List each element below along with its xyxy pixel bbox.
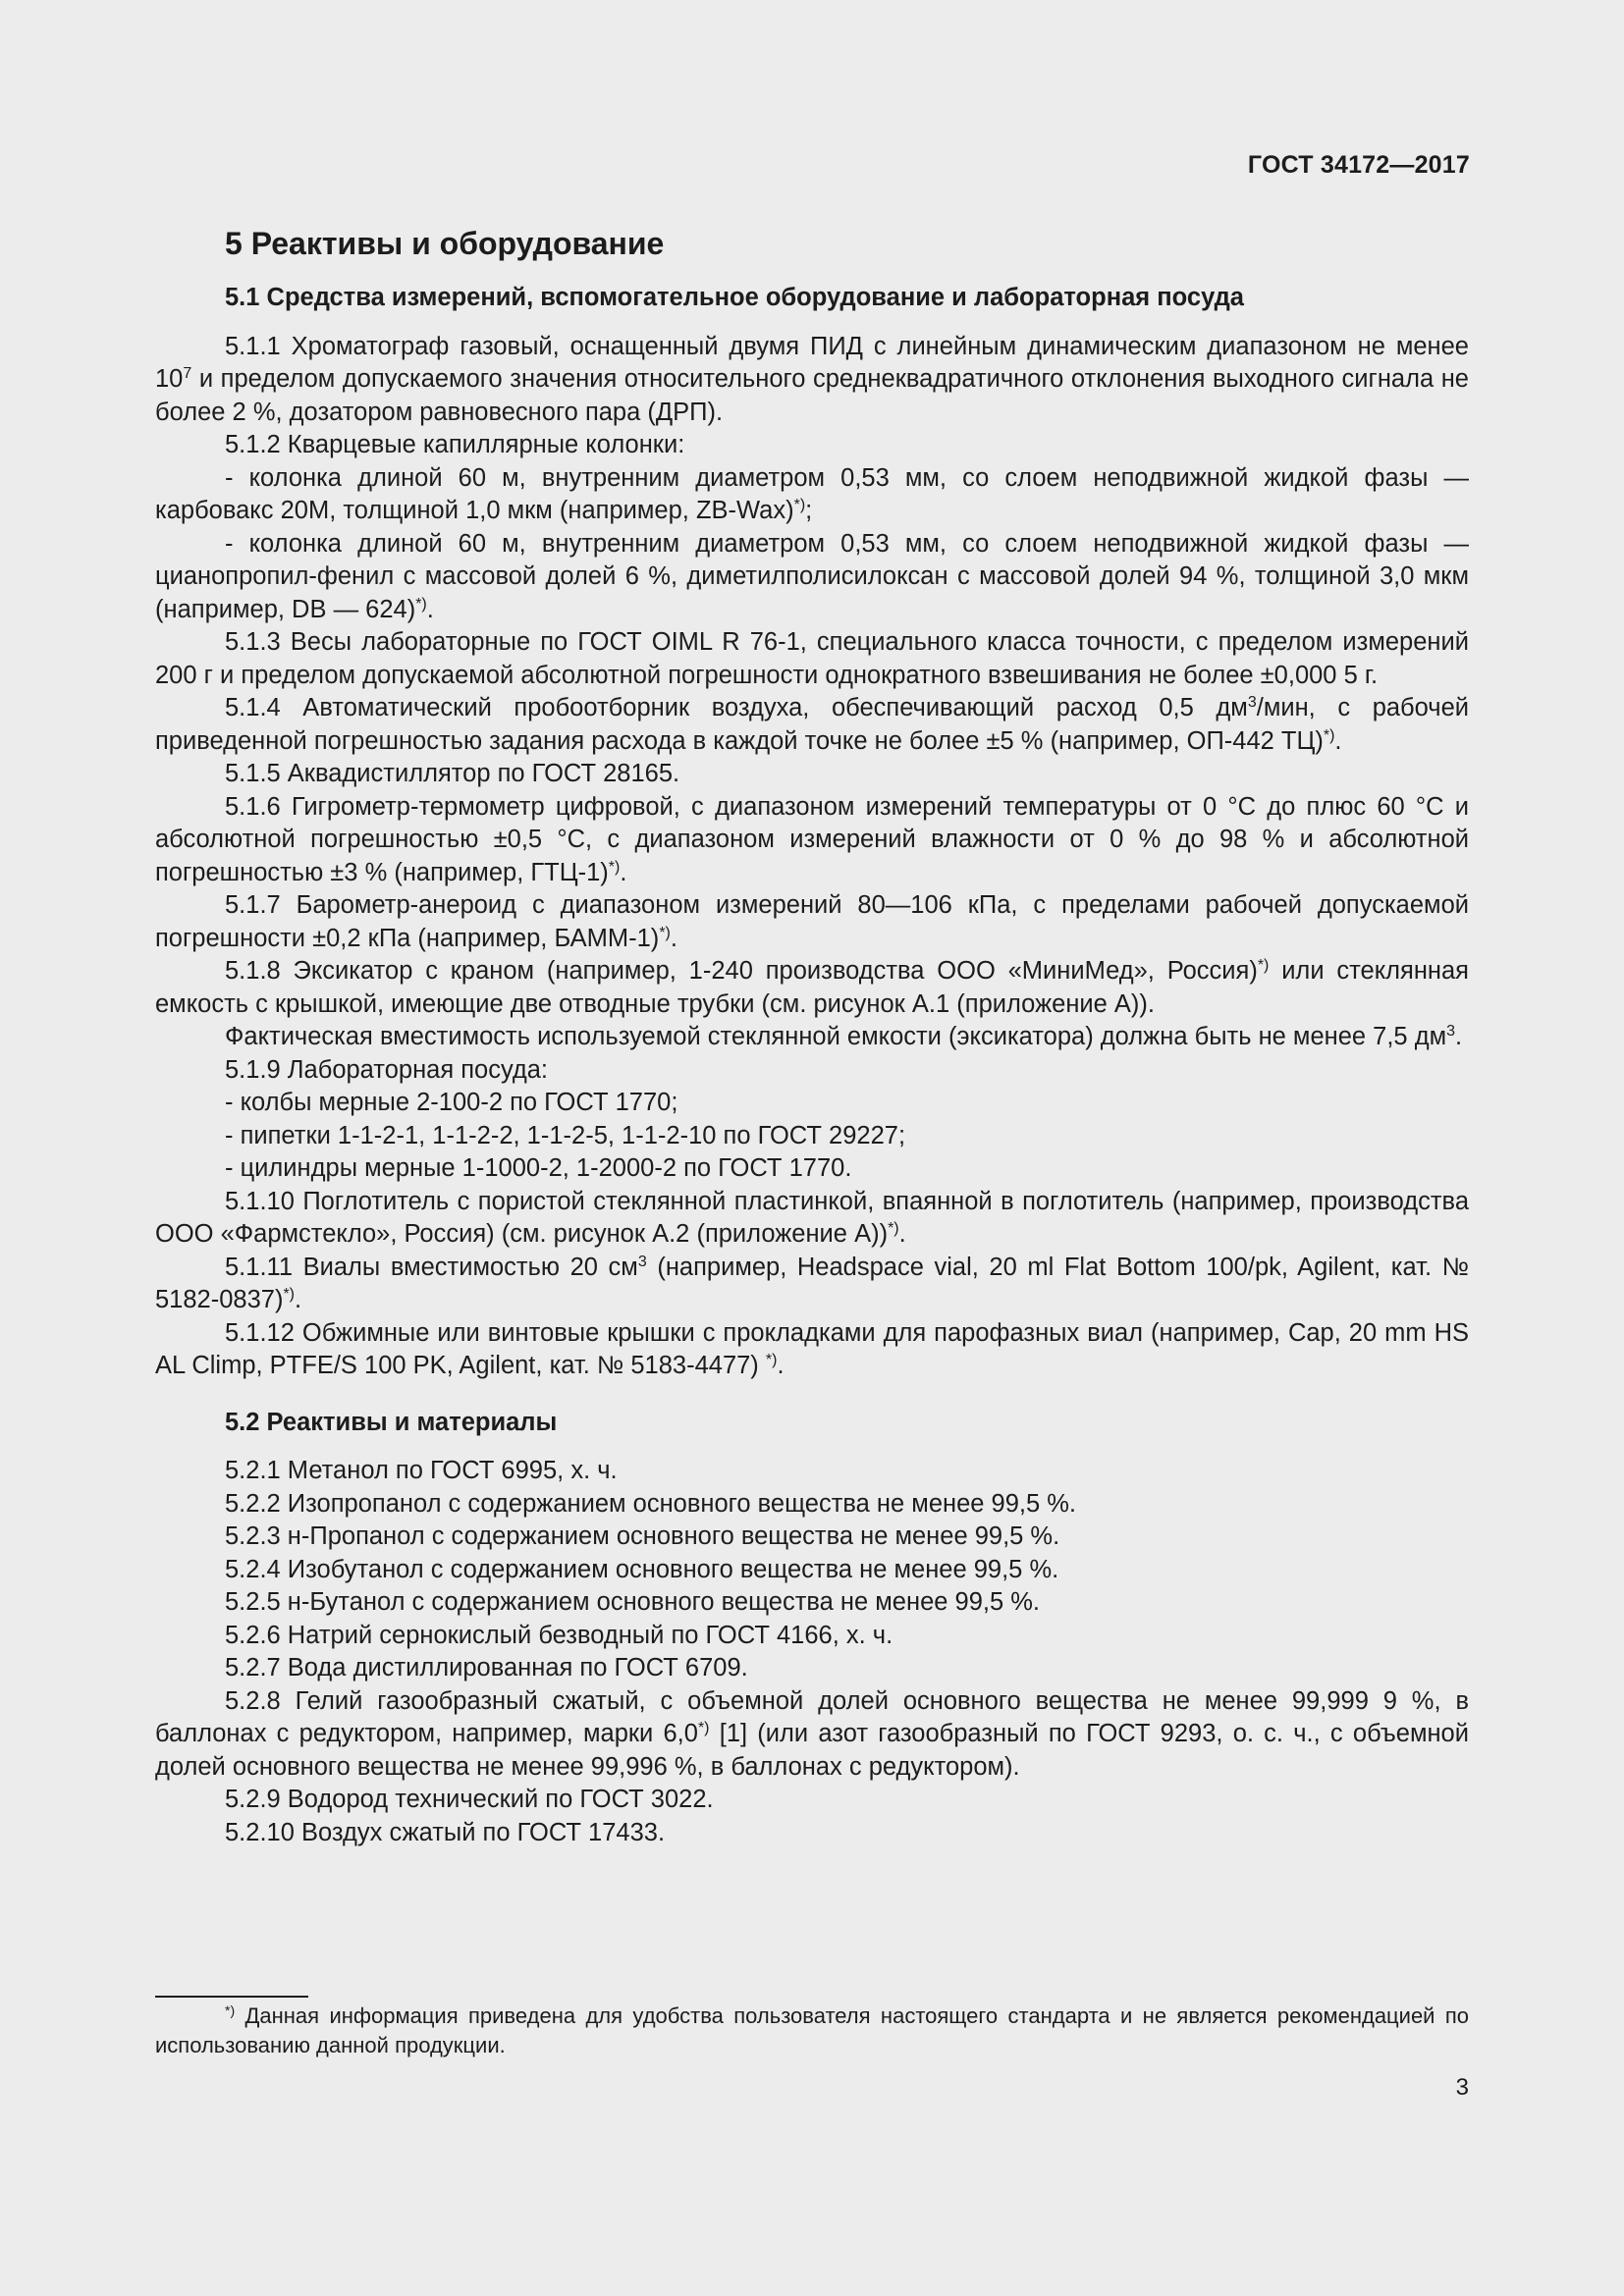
equipment-text: .: [670, 924, 677, 952]
equipment-superscript: *): [1323, 726, 1335, 744]
subsection-title-reagents: 5.2 Реактивы и материалы: [225, 1408, 558, 1436]
equipment-text: .: [426, 595, 434, 623]
reagent-text: 5.2.9 Водород технический по ГОСТ 3022.: [225, 1786, 714, 1813]
equipment-text: .: [1455, 1023, 1463, 1050]
reagent-paragraph: [155, 1620, 1469, 1653]
standard-designation: ГОСТ 34172—2017: [1247, 151, 1470, 179]
reagent-paragraph: [155, 1455, 1469, 1488]
equipment-list: [155, 331, 1469, 1383]
equipment-text: 5.1.5 Аквадистиллятор по ГОСТ 28165.: [225, 760, 680, 787]
reagent-paragraph: [155, 1652, 1469, 1685]
equipment-superscript: 3: [1247, 694, 1257, 711]
reagents-list: [155, 1455, 1469, 1849]
reagent-text: 5.2.10 Воздух сжатый по ГОСТ 17433.: [225, 1818, 666, 1846]
equipment-text: Фактическая вместимость используемой стеклянной емкости (эксикатора) должна быть не менее 7,5 дм: [225, 1023, 1447, 1050]
reagent-paragraph: [155, 1817, 1469, 1850]
reagent-paragraph: [155, 1784, 1469, 1817]
equipment-text: /мин, с рабочей приведенной погрешностью задания расхода в каждой точке не более ±5 % (например, ОП-442 ТЦ): [155, 694, 1470, 755]
footnote: [155, 2002, 1469, 2060]
reagent-text: [1] (или азот газообразный по ГОСТ 9293, о. с. ч., с объемной долей основного вещества не менее 99,996 %, в баллонах с редуктором).: [155, 1720, 1469, 1781]
equipment-superscript: *): [765, 1352, 778, 1368]
equipment-superscript: 7: [183, 365, 192, 382]
equipment-text: 5.1.12 Обжимные или винтовые крышки с прокладками для парофазных виал (например, Cap, 20 mm HS AL Climp, PTFE/S 100 PK, Agilent, кат. № 5183-4477): [155, 1318, 1469, 1379]
reagent-superscript: *): [697, 1720, 710, 1736]
equipment-superscript: *): [283, 1286, 296, 1303]
reagent-text: 5.2.6 Натрий сернокислый безводный по ГОСТ 4166, х. ч.: [225, 1621, 893, 1649]
equipment-text: ;: [805, 497, 813, 524]
footnote-divider: [155, 1996, 308, 1998]
equipment-superscript: *): [608, 858, 621, 876]
equipment-text: (например, Headspace vial, 20 ml Flat Bottom 100/pk, Agilent, кат. № 5182-0837): [155, 1253, 1469, 1313]
reagent-text: 5.2.7 Вода дистиллированная по ГОСТ 6709.: [225, 1654, 748, 1682]
equipment-superscript: *): [1257, 957, 1270, 974]
page-number: 3: [1455, 2074, 1469, 2101]
equipment-text: или стеклянная емкость с крышкой, имеющие две отводные трубки (см. рисунок А.1 (приложение А)).: [155, 957, 1469, 1018]
equipment-text: - цилиндры мерные 1-1000-2, 1-2000-2 по ГОСТ 1770.: [225, 1154, 852, 1182]
equipment-paragraph: [155, 692, 1469, 758]
equipment-text: - колбы мерные 2-100-2 по ГОСТ 1770;: [225, 1089, 678, 1116]
equipment-paragraph: [155, 1087, 1469, 1120]
equipment-superscript: *): [415, 595, 427, 613]
reagent-text: 5.2.8 Гелий газообразный сжатый, с объемной долей основного вещества не менее 99,999 9 %, в баллонах с редуктором, например, марки 6,0: [155, 1686, 1469, 1747]
equipment-text: 5.1.1 Хроматограф газовый, оснащенный двумя ПИД с линейным динамическим диапазоном не менее 10: [155, 332, 1469, 393]
equipment-text: 5.1.8 Эксикатор с краном (например, 1-240 производства ООО «МиниМед», Россия): [225, 957, 1258, 985]
equipment-text: - колонка длиной 60 м, внутренним диаметром 0,53 мм, со слоем неподвижной жидкой фазы — цианопропил-фенил с массовой долей 6 %, диметилполисилоксан с массовой долей 94 %, толщиной 3,0 мкм (например, DB — 624): [155, 529, 1469, 623]
equipment-paragraph: [155, 462, 1469, 528]
equipment-paragraph: [155, 331, 1469, 430]
equipment-superscript: *): [888, 1220, 899, 1237]
subsection-title-equipment: 5.1 Средства измерений, вспомогательное оборудование и лабораторная посуда: [225, 284, 1244, 311]
equipment-paragraph: [155, 626, 1469, 692]
equipment-text: 5.1.11 Виалы вместимостью 20 см: [225, 1253, 638, 1281]
footnote-text: Данная информация приведена для удобства пользователя настоящего стандарта и не является рекомендацией по использованию данной продукции.: [155, 2003, 1469, 2057]
reagent-paragraph: [155, 1685, 1469, 1785]
equipment-text: - колонка длиной 60 м, внутренним диаметром 0,53 мм, со слоем неподвижной жидкой фазы — карбовакс 20М, толщиной 1,0 мкм (например, ZB-Wax): [155, 463, 1469, 524]
equipment-text: 5.1.10 Поглотитель с пористой стеклянной пластинкой, впаянной в поглотитель (например, производства ООО «Фармстекло», Россия) (см. рисунок А.2 (приложение А)): [155, 1187, 1469, 1248]
reagent-text: 5.2.5 н-Бутанол с содержанием основного вещества не менее 99,5 %.: [225, 1588, 1040, 1616]
equipment-text: .: [295, 1286, 302, 1313]
reagent-text: 5.2.2 Изопропанол с содержанием основного вещества не менее 99,5 %.: [225, 1489, 1076, 1518]
reagent-text: 5.2.1 Метанол по ГОСТ 6995, х. ч.: [225, 1457, 618, 1484]
equipment-paragraph: [155, 1186, 1469, 1252]
equipment-paragraph: [155, 1152, 1469, 1186]
reagent-paragraph: [155, 1554, 1469, 1587]
equipment-paragraph: [155, 429, 1469, 462]
equipment-text: 5.1.2 Кварцевые капиллярные колонки:: [225, 431, 685, 458]
equipment-text: 5.1.4 Автоматический пробоотборник воздуха, обеспечивающий расход 0,5 дм: [225, 694, 1248, 721]
equipment-paragraph: [155, 1317, 1469, 1383]
equipment-paragraph: [155, 1021, 1469, 1054]
equipment-text: .: [1334, 726, 1342, 755]
equipment-superscript: 3: [1446, 1023, 1456, 1040]
equipment-text: 5.1.7 Барометр-анероид с диапазоном измерений 80—106 кПа, с пределами рабочей допускаемой погрешности ±0,2 кПа (например, БАММ-1): [155, 891, 1469, 952]
equipment-paragraph: [155, 1054, 1469, 1088]
equipment-text: - пипетки 1-1-2-1, 1-1-2-2, 1-1-2-5, 1-1-2-10 по ГОСТ 29227;: [225, 1121, 906, 1149]
equipment-superscript: 3: [637, 1253, 647, 1270]
reagent-text: 5.2.4 Изобутанол с содержанием основного вещества не менее 99,5 %.: [225, 1555, 1059, 1583]
equipment-text: .: [898, 1220, 906, 1248]
equipment-paragraph: [155, 1120, 1469, 1153]
equipment-paragraph: [155, 791, 1469, 890]
equipment-text: 5.1.3 Весы лабораторные по ГОСТ OIML R 76-1, специального класса точности, с пределом измерений 200 г и пределом допускаемой абсолютной погрешности однократного взвешивания не более ±0,000 5 г.: [155, 628, 1469, 689]
equipment-text: 5.1.9 Лабораторная посуда:: [225, 1055, 549, 1084]
equipment-paragraph: [155, 889, 1469, 955]
equipment-paragraph: [155, 955, 1469, 1021]
document-body: [155, 220, 1469, 1849]
reagent-paragraph: [155, 1586, 1469, 1620]
footnote-mark: *): [225, 2002, 236, 2018]
equipment-paragraph: [155, 758, 1469, 791]
section-title: 5 Реактивы и оборудование: [225, 226, 665, 261]
equipment-paragraph: [155, 1252, 1469, 1317]
equipment-text: и пределом допускаемого значения относительного среднеквадратичного отклонения выходного сигнала не более 2 %, дозатором равновесного пара (ДРП).: [155, 365, 1469, 426]
equipment-text: 5.1.6 Гигрометр-термометр цифровой, с диапазоном измерений температуры от 0 °С до плюс 60 °С и абсолютной погрешностью ±0,5 °С, с диапазоном измерений влажности от 0 % до 98 % и абсолютной погрешностью ±3 % (например, ГТЦ-1): [155, 792, 1469, 886]
reagent-paragraph: [155, 1488, 1469, 1522]
equipment-paragraph: [155, 528, 1469, 627]
reagent-text: 5.2.3 н-Пропанол с содержанием основного вещества не менее 99,5 %.: [225, 1522, 1060, 1550]
reagent-paragraph: [155, 1521, 1469, 1554]
equipment-superscript: *): [659, 924, 671, 941]
equipment-text: .: [620, 858, 627, 886]
equipment-text: .: [777, 1352, 785, 1379]
equipment-superscript: *): [793, 497, 806, 513]
